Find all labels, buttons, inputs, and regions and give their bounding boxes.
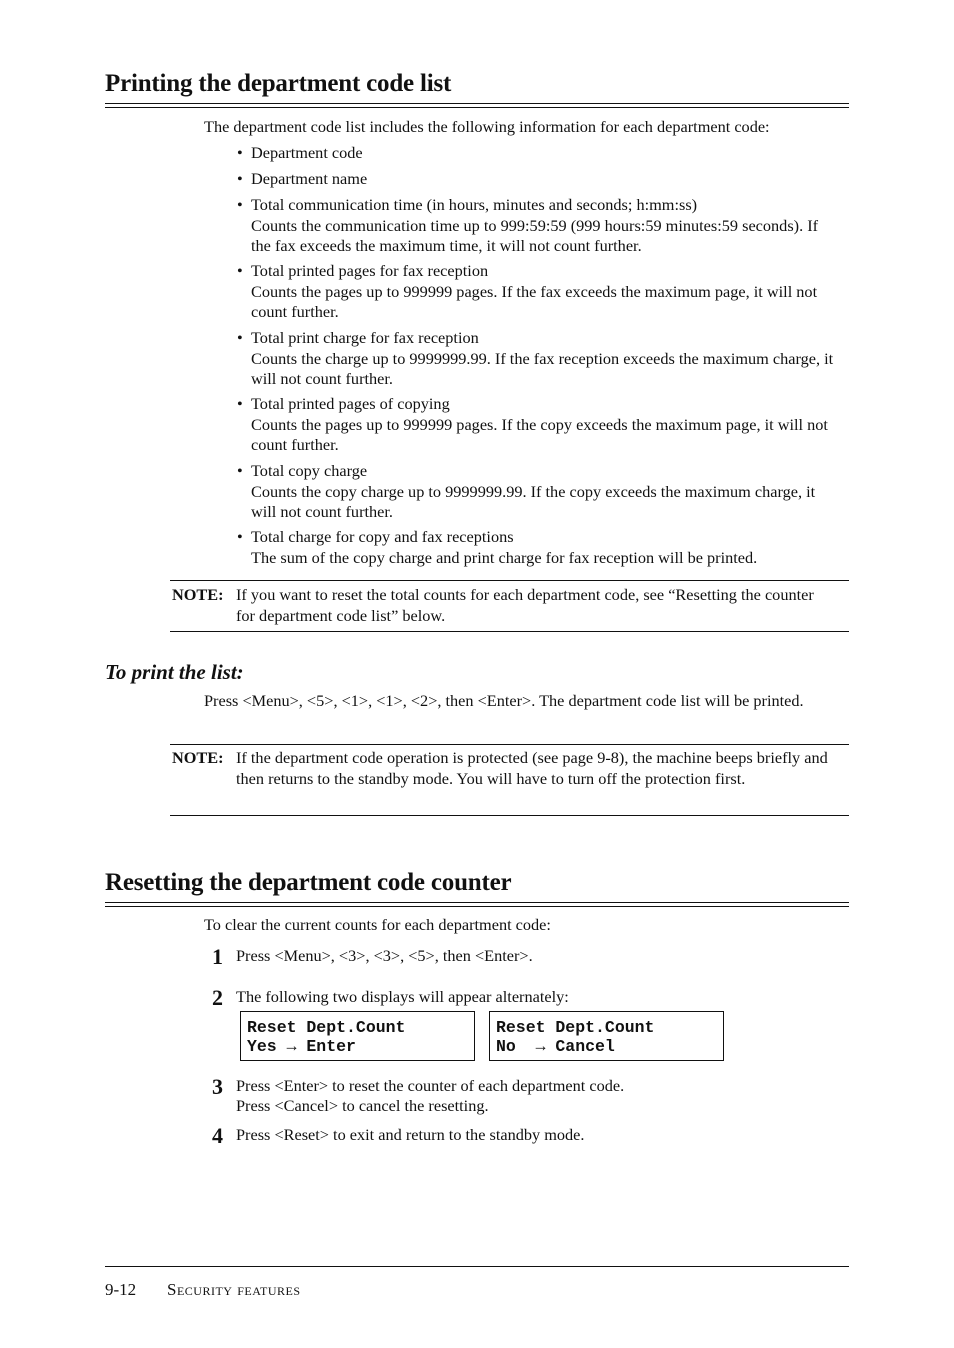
bullet-icon: • [237, 394, 243, 413]
list-item-body: Counts the copy charge up to 9999999.99. If the copy exceeds the maximum charge, it will not count further. [251, 481, 816, 521]
list-item-body: The sum of the copy charge and print charge for fax reception will be printed. [251, 547, 758, 567]
bullet-icon: • [237, 328, 243, 347]
step-text: Press <Cancel> to cancel the resetting. [236, 1096, 489, 1115]
footer-rule [105, 1266, 849, 1267]
list-item-body: Counts the pages up to 999999 pages. If the fax exceeds the maximum page, it will not count further. [251, 281, 818, 321]
note-text: If the department code operation is protected (see page 9-8), the machine beeps briefly and then returns to the standby mode. You will have to turn off the protection first. [236, 748, 828, 788]
step-number: 3 [212, 1074, 223, 1099]
list-item [237, 169, 837, 190]
list-item [237, 261, 837, 323]
bullet-icon: • [237, 143, 243, 162]
list-item [237, 143, 837, 164]
page-number: 9-12 [105, 1280, 137, 1299]
lcd-line-2: No → Cancel [496, 1037, 615, 1056]
lcd-line-2: Yes → Enter [247, 1037, 356, 1056]
lcd-line-1: Reset Dept.Count [247, 1018, 406, 1037]
print-list-text: Press <Menu>, <5>, <1>, <1>, <2>, then <Enter>. The department code list will be printed. [204, 691, 804, 710]
section-title-printing-list: Printing the department code list [105, 70, 452, 97]
list-item-body: Counts the pages up to 999999 pages. If the copy exceeds the maximum page, it will not count further. [251, 414, 828, 454]
step-text: Press <Enter> to reset the counter of each department code. [236, 1076, 625, 1095]
step-number: 2 [212, 985, 223, 1010]
bullet-icon: • [237, 461, 243, 480]
footer-section-name: Security features [167, 1280, 301, 1299]
section-title-resetting: Resetting the department code counter [105, 869, 512, 896]
title-double-rule [105, 902, 849, 907]
list-item-head: Department code [251, 143, 363, 162]
list-item [237, 527, 837, 568]
bullet-icon: • [237, 195, 243, 214]
note-rule-top [170, 580, 849, 581]
list-item-body: Counts the charge up to 9999999.99. If the fax reception exceeds the maximum charge, it will not count further. [251, 348, 834, 388]
note-rule-bottom [170, 815, 849, 816]
step-text: The following two displays will appear alternately: [236, 987, 569, 1006]
bullet-icon: • [237, 169, 243, 188]
note-text: If you want to reset the total counts for each department code, see “Resetting the counter for department code list” below. [236, 585, 814, 625]
reset-intro-text: To clear the current counts for each department code: [204, 915, 551, 934]
list-item-head: Total printed pages for fax reception [251, 261, 489, 280]
lcd-display-no [489, 1011, 724, 1061]
list-item-head: Total communication time (in hours, minutes and seconds; h:mm:ss) [251, 195, 698, 214]
list-item-head: Total charge for copy and fax receptions [251, 527, 514, 546]
note-label: NOTE: [172, 748, 224, 767]
step-number: 1 [212, 944, 223, 969]
note-rule-top [170, 744, 849, 745]
note-rule-bottom [170, 631, 849, 632]
lcd-line-1: Reset Dept.Count [496, 1018, 655, 1037]
bullet-icon: • [237, 527, 243, 546]
title-double-rule [105, 103, 849, 108]
list-item [237, 394, 837, 456]
list-item-head: Department name [251, 169, 368, 188]
list-item-head: Total print charge for fax reception [251, 328, 479, 347]
list-item [237, 328, 837, 390]
list-item-head: Total copy charge [251, 461, 368, 480]
list-item-body: Counts the communication time up to 999:59:59 (999 hours:59 minutes:59 seconds). If the fax exceeds the maximum time, it will not count further. [251, 215, 819, 255]
list-item-head: Total printed pages of copying [251, 394, 450, 413]
subheading-print-list: To print the list: [105, 660, 244, 684]
lcd-display-yes [240, 1011, 475, 1061]
intro-text: The department code list includes the following information for each department code: [204, 117, 770, 136]
list-item [237, 461, 837, 523]
step-text: Press <Menu>, <3>, <3>, <5>, then <Enter>. [236, 946, 533, 965]
step-text: Press <Reset> to exit and return to the standby mode. [236, 1125, 585, 1144]
list-item [237, 195, 837, 257]
note-label: NOTE: [172, 585, 224, 604]
bullet-icon: • [237, 261, 243, 280]
step-number: 4 [212, 1123, 223, 1148]
